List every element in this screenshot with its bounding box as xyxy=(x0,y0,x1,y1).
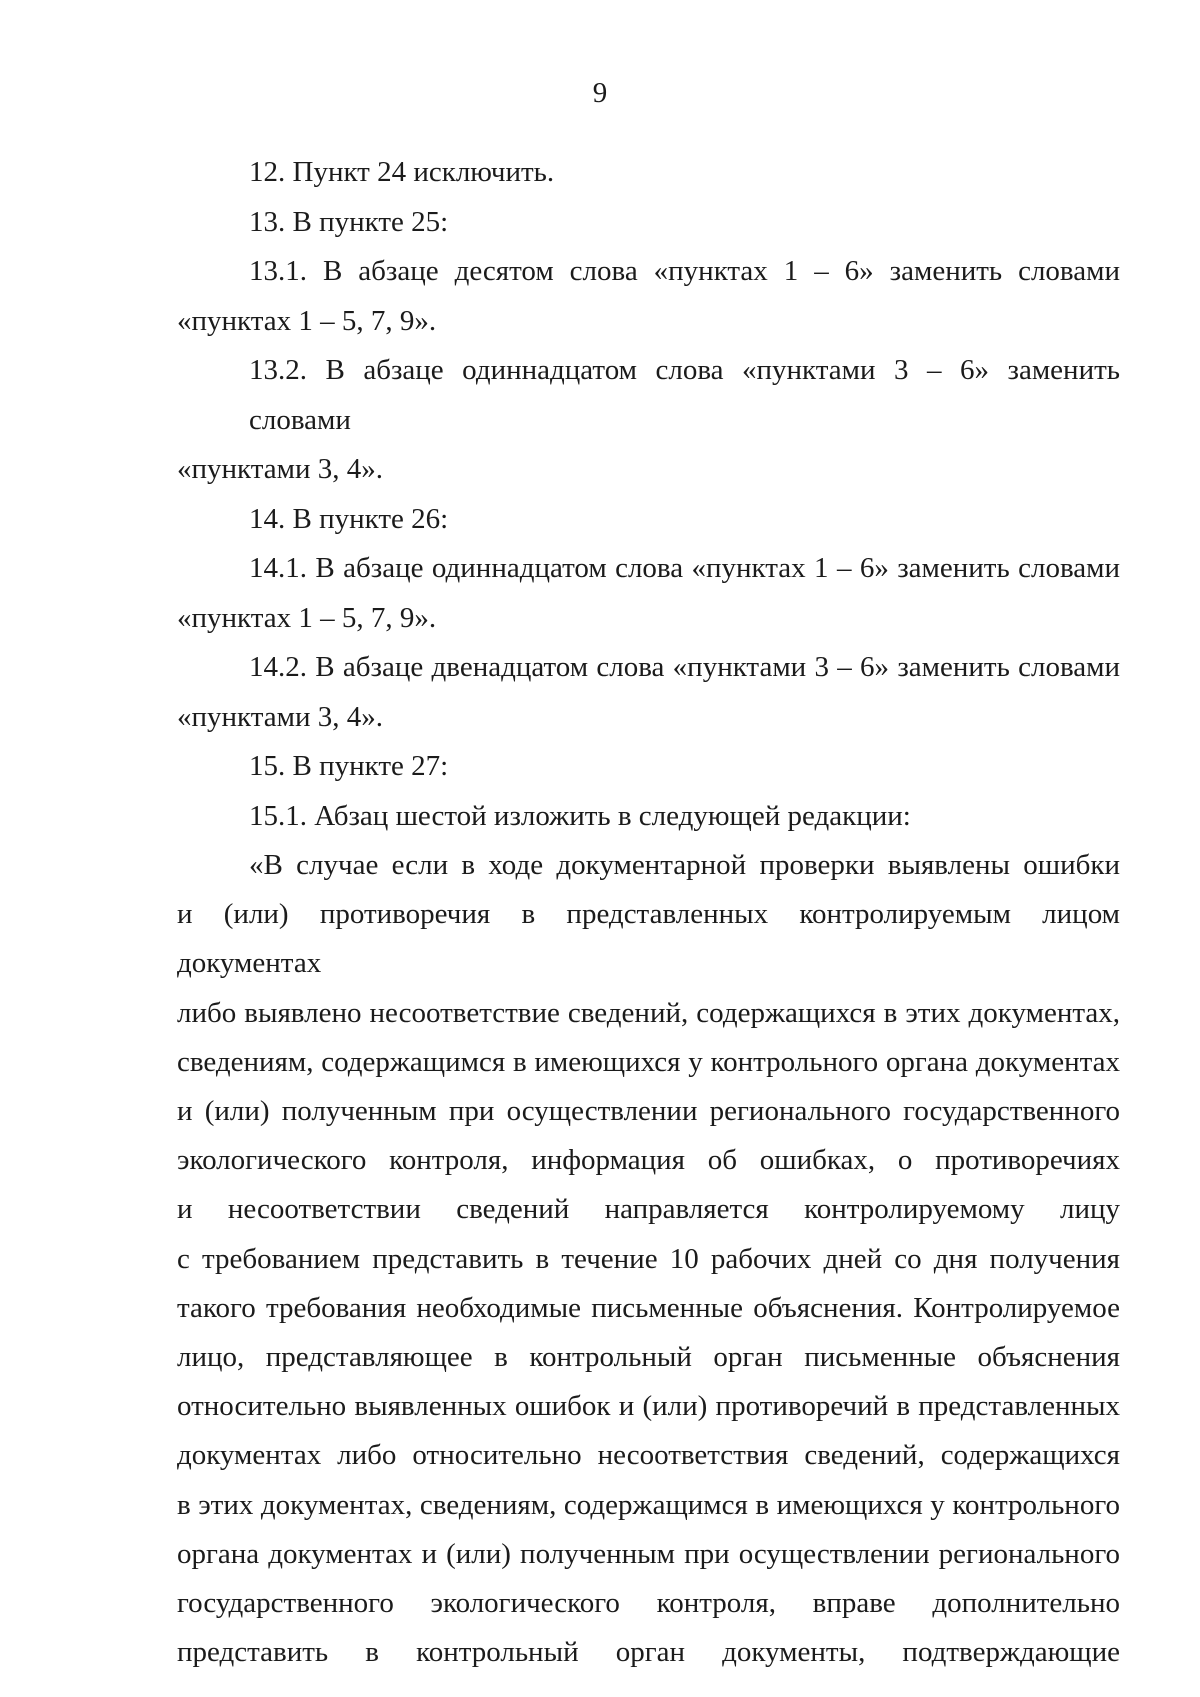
text-line: «пунктами 3, 4». xyxy=(177,700,384,733)
quote-line: представить в контрольный орган документы, подтверждающие xyxy=(177,1636,1120,1669)
quote-line: государственного экологического контроля, вправе дополнительно xyxy=(177,1587,1120,1620)
item-13-1 xyxy=(177,247,1120,346)
text-line: 14.1. В абзаце одиннадцатом слова «пунктах 1 – 6» заменить словами xyxy=(249,552,1120,584)
text-line: 13. В пункте 25: xyxy=(249,205,449,238)
text-line: 15.1. Абзац шестой изложить в следующей редакции: xyxy=(249,799,911,832)
document-body xyxy=(177,148,1120,1677)
text-line: 15. В пункте 27: xyxy=(249,750,449,782)
text-line: «пунктами 3, 4». xyxy=(177,453,384,485)
item-14-1 xyxy=(177,544,1120,643)
text-line: 14. В пункте 26: xyxy=(249,502,449,535)
quote-line: и (или) полученным при осуществлении регионального государственного xyxy=(177,1095,1120,1128)
text-line: 13.1. В абзаце десятом слова «пунктах 1 – 6» заменить словами xyxy=(249,255,1120,287)
item-14 xyxy=(177,495,1120,545)
quote-line: и несоответствии сведений направляется контролируемому лицу xyxy=(177,1193,1120,1226)
item-15 xyxy=(177,742,1120,792)
quote-line: и (или) противоречия в представленных контролируемым лицом документах xyxy=(177,898,1120,980)
item-14-2 xyxy=(177,643,1120,742)
quote-line: сведениям, содержащимся в имеющихся у контрольного органа документах xyxy=(177,1045,1120,1078)
quote-line: органа документах и (или) полученным при осуществлении регионального xyxy=(177,1537,1120,1570)
text-line: 12. Пункт 24 исключить. xyxy=(249,156,555,188)
quote-line: либо выявлено несоответствие сведений, содержащихся в этих документах, xyxy=(177,996,1120,1029)
text-line: «пунктах 1 – 5, 7, 9». xyxy=(177,601,437,634)
quote-line: в этих документах, сведениям, содержащимся в имеющихся у контрольного xyxy=(177,1488,1120,1521)
item-15-1 xyxy=(177,792,1120,842)
page-number: 9 xyxy=(592,77,608,109)
text-line: 14.2. В абзаце двенадцатом слова «пунктами 3 – 6» заменить словами xyxy=(249,651,1120,683)
quoted-amendment-text xyxy=(177,841,1120,1677)
quote-line: такого требования необходимые письменные объяснения. Контролируемое xyxy=(177,1291,1120,1324)
item-13-2 xyxy=(177,346,1120,495)
item-13 xyxy=(177,198,1120,248)
quote-line: лицо, представляющее в контрольный орган письменные объяснения xyxy=(177,1341,1120,1374)
item-12 xyxy=(177,148,1120,198)
text-line: 13.2. В абзаце одиннадцатом слова «пунктами 3 – 6» заменить словами xyxy=(249,354,1120,436)
quote-line: относительно выявленных ошибок и (или) противоречий в представленных xyxy=(177,1390,1120,1423)
quote-line: документах либо относительно несоответствия сведений, содержащихся xyxy=(177,1439,1120,1472)
quote-line: экологического контроля, информация об ошибках, о противоречиях xyxy=(177,1144,1120,1177)
quote-line: с требованием представить в течение 10 рабочих дней со дня получения xyxy=(177,1242,1120,1275)
text-line: «пунктах 1 – 5, 7, 9». xyxy=(177,304,437,337)
quote-line: «В случае если в ходе документарной проверки выявлены ошибки xyxy=(249,849,1120,881)
